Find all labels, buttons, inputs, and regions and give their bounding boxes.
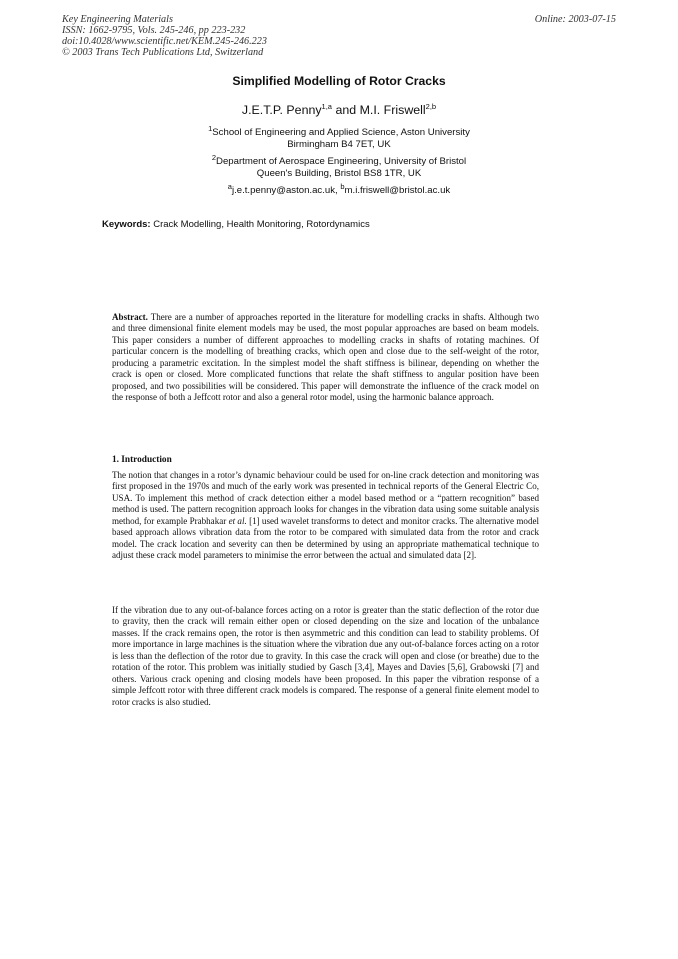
author-line	[0, 103, 678, 117]
abstract	[112, 312, 539, 404]
affiliation-2-line-1: Department of Aerospace Engineering, University of Bristol	[216, 156, 467, 167]
online-date: Online: 2003-07-15	[534, 14, 616, 25]
author-2-sup: 2,b	[425, 101, 437, 111]
email-b-sup: b	[340, 181, 345, 191]
section-heading-introduction: 1. Introduction	[112, 455, 172, 465]
email-a[interactable]: j.e.t.penny@aston.ac.uk,	[231, 185, 338, 196]
keywords-text: Crack Modelling, Health Monitoring, Rotordynamics	[153, 219, 370, 230]
affiliation-1-line-1: School of Engineering and Applied Science, Aston University	[212, 127, 470, 138]
affiliation-2	[0, 152, 678, 180]
keywords	[102, 219, 370, 230]
affiliation-2-sup: 2	[211, 152, 217, 162]
affiliation-2-line-2: Queen's Building, Bristol BS8 1TR, UK	[256, 168, 422, 179]
intro-para1-etal: et al.	[228, 515, 247, 526]
journal-name: Key Engineering Materials	[62, 14, 173, 25]
affiliation-1-sup: 1	[208, 123, 213, 133]
intro-para1-part-a: The notion that changes in a rotor’s dynamic behaviour could be used for on-line crack detection and monitoring was first proposed in the 1970s and much of the early work was presented in technical reports of the General Electric Co, USA. To implement this method of crack detection either a model based method or a “pattern recognition” based method is used. The pattern recognition approach looks for changes in the vibration data using some suitable analysis method, for example Prabhakar	[112, 470, 539, 526]
author-and: and	[335, 103, 357, 117]
email-b[interactable]: m.i.friswell@bristol.ac.uk	[344, 185, 451, 196]
abstract-label: Abstract.	[112, 312, 148, 322]
author-1: J.E.T.P. Penny	[241, 103, 322, 117]
paper-title: Simplified Modelling of Rotor Cracks	[232, 74, 446, 88]
journal-issn: ISSN: 1662-9795, Vols. 245-246, pp 223-232	[62, 25, 246, 36]
journal-copyright: © 2003 Trans Tech Publications Ltd, Switzerland	[62, 47, 264, 58]
affiliation-1-line-2: Birmingham B4 7ET, UK	[287, 139, 391, 150]
introduction-paragraph-2: If the vibration due to any out-of-balance forces acting on a rotor is greater than the static deflection of the rotor due to gravity, then the crack will remain either open or closed depending on the size and location of the unbalance masses. If the crack remains open, the rotor is then asymmetric and this condition can lead to stability problems. Of more importance in large machines is the situation where the vibration due any out-of-balance forces acting on a rotor is less than the deflection of the rotor due to gravity. In this case the crack will open and close (or breathe) due to the rotation of the rotor. This problem was initially studied by Gasch [3,4], Mayes and Davies [5,6], Grabowski [7] and others. Various crack opening and closing models have been proposed. In this paper the vibration response of a simple Jeffcott rotor with three different crack models is compared. The response of a general finite element model to rotor cracks is also studied.	[112, 605, 539, 707]
journal-info	[62, 14, 267, 58]
journal-doi: doi:10.4028/www.scientific.net/KEM.245-246.223	[62, 36, 267, 47]
affiliation-1	[0, 123, 678, 151]
author-2: M.I. Friswell	[359, 103, 426, 117]
email-a-sup: a	[227, 181, 232, 191]
author-1-sup: 1,a	[321, 101, 332, 111]
keywords-label: Keywords:	[102, 219, 151, 230]
abstract-text: There are a number of approaches reported in the literature for modelling cracks in shafts. Although two and three dimensional finite element models may be used, the most popular approaches are based on beam models. This paper considers a number of different approaches to modelling cracks in shafts of rotating machines. Of particular concern is the modelling of breathing cracks, which open and close due to the self-weight of the rotor, producing a parametric excitation. In the simplest model the shaft stiffness is bilinear, depending on whether the crack is open or closed. More complicated functions that relate the shaft stiffness to angular position have been proposed, and two possibilities will be considered. This paper will demonstrate the influence of the crack model on the response of both a Jeffcott rotor and also a general rotor model, using the harmonic balance approach.	[112, 312, 539, 403]
intro-para1-part-b: [1] used wavelet transforms to detect and monitor cracks. The alternative model based approach allows vibration data from the rotor to be compared with simulated data from the rotor and crack model. The crack location and severity can then be determined by using an appropriate mathematical technique to adjust these crack model parameters to minimise the error between the actual and simulated data [2].	[112, 515, 539, 561]
author-emails	[0, 181, 678, 197]
introduction-paragraph-1	[112, 470, 539, 562]
